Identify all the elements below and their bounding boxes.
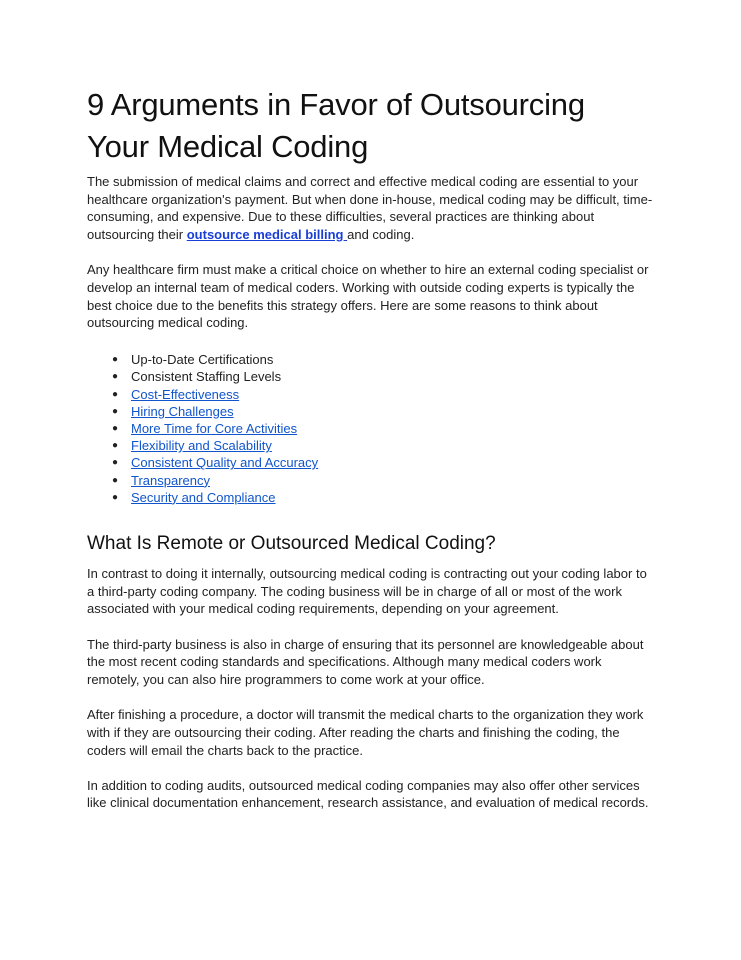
section-heading: What Is Remote or Outsourced Medical Coding?	[87, 532, 496, 554]
bullet-dot-icon: ●	[112, 474, 119, 486]
section-paragraph-3: After finishing a procedure, a doctor will transmit the medical charts to the organization they work with if they are outsourcing their coding. After reading the charts and finishing the coding, the coders will email the charts back to the practice.	[87, 707, 644, 758]
reason-list-item[interactable]	[112, 454, 653, 471]
bullet-dot-icon: ●	[112, 457, 119, 469]
section-paragraph-2: The third-party business is also in charge of ensuring that its personnel are knowledgeable about the most recent coding standards and specifications. Although many medical coders work remotely, you can also hire programmers to come work at your office.	[87, 636, 644, 687]
bullet-dot-icon: ●	[112, 388, 119, 400]
document-content	[87, 84, 653, 812]
bullet-dot-icon: ●	[112, 354, 119, 366]
reason-list-item	[112, 368, 653, 385]
reason-label: Up-to-Date Certifications	[131, 352, 274, 368]
reason-link[interactable]: Cost-Effectiveness	[131, 386, 240, 402]
section-paragraph-4: In addition to coding audits, outsourced medical coding companies may also offer other services like clinical documentation enhancement, research assistance, and evaluation of medical records.	[87, 777, 649, 811]
reason-list-item[interactable]	[112, 386, 653, 403]
reason-link[interactable]: More Time for Core Activities	[131, 420, 298, 436]
bullet-dot-icon: ●	[112, 422, 119, 434]
bullet-dot-icon: ●	[112, 491, 119, 503]
reason-list-item[interactable]	[112, 403, 653, 420]
section-paragraph-1: In contrast to doing it internally, outsourcing medical coding is contracting out your coding labor to a third-party coding company. The coding business will be in charge of all or most of the work associated with your medical coding requirements, depending on your agreement.	[87, 565, 647, 617]
bullet-dot-icon: ●	[112, 371, 119, 383]
reason-list-item[interactable]	[112, 489, 653, 506]
intro-text-after: and coding.	[347, 227, 415, 243]
intro-paragraph-2: Any healthcare firm must make a critical choice on whether to hire an external coding specialist or develop an internal team of medical coders. Working with outside coding experts is typically the best choice due to the benefits this strategy offers. Here are some reasons to think about outsourcing medical coding.	[87, 262, 649, 331]
reason-link[interactable]: Transparency	[131, 472, 210, 488]
page-title: 9 Arguments in Favor of Outsourcing Your Medical Coding	[87, 87, 585, 164]
bullet-dot-icon: ●	[112, 405, 119, 417]
reason-list-item[interactable]	[112, 437, 653, 454]
reason-list-item[interactable]	[112, 472, 653, 489]
reason-link[interactable]: Hiring Challenges	[131, 403, 234, 419]
bullet-dot-icon: ●	[112, 440, 119, 452]
outsource-medical-billing-link[interactable]: outsource medical billing	[186, 227, 348, 243]
reason-list-item	[112, 351, 653, 368]
reasons-list	[87, 351, 653, 506]
intro-text-before: The submission of medical claims and correct and effective medical coding are essential to your healthcare organization's payment. But when done in-house, medical coding may be difficult, time-consuming, and expensive. Due to these difficulties, several practices are thinking about outsourcing their	[87, 174, 653, 243]
reason-list-item[interactable]	[112, 420, 653, 437]
reason-link[interactable]: Consistent Quality and Accuracy	[131, 455, 319, 471]
reason-label: Consistent Staffing Levels	[131, 369, 282, 385]
intro-paragraph-1	[87, 173, 653, 244]
reason-link[interactable]: Security and Compliance	[131, 489, 276, 505]
reason-link[interactable]: Flexibility and Scalability	[131, 438, 272, 454]
